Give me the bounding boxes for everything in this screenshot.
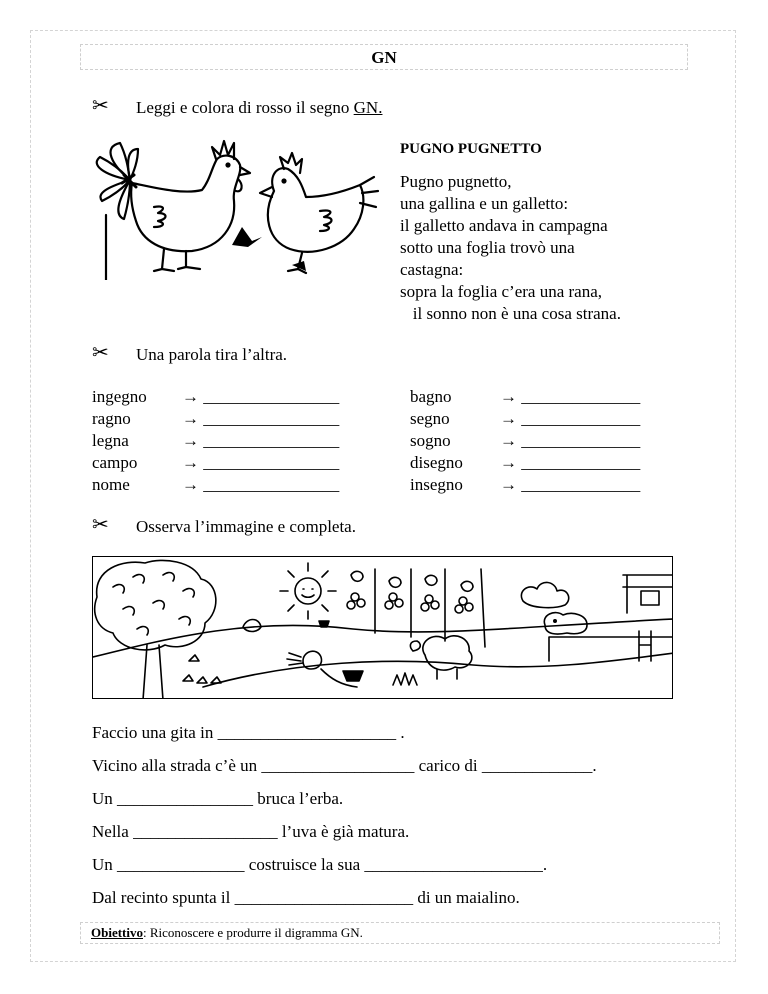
poem-line: il galletto andava in campagna <box>400 216 608 235</box>
answer-blank[interactable]: ______________ <box>521 475 641 494</box>
word-row <box>92 386 339 408</box>
word: sogno <box>410 431 451 450</box>
arrow-icon: → <box>182 409 199 428</box>
word-row <box>410 408 640 430</box>
completion-sentences <box>92 722 597 909</box>
sentence: Un ________________ bruca l’erba. <box>92 789 344 808</box>
word: insegno <box>410 475 463 494</box>
poem-body <box>400 171 621 325</box>
word-list-right <box>410 386 640 496</box>
arrow-icon: → <box>500 453 517 472</box>
word-row <box>410 430 640 452</box>
sentence: Nella _________________ l’uva è già matura. <box>92 822 410 841</box>
answer-blank[interactable]: ______________ <box>521 387 641 406</box>
poem-line: sotto una foglia trovò una <box>400 238 575 257</box>
countryside-illustration <box>92 556 673 699</box>
scissors-icon: ✂ <box>92 514 109 536</box>
answer-blank[interactable]: ________________ <box>203 409 340 428</box>
word: campo <box>92 453 138 472</box>
arrow-icon: → <box>182 475 199 494</box>
countryside-drawing <box>93 557 673 699</box>
word-row <box>92 408 339 430</box>
word-row <box>410 452 640 474</box>
word: bagno <box>410 387 452 406</box>
instruction-3: Osserva l’immagine e completa. <box>136 517 356 536</box>
sentence: Faccio una gita in _____________________ . <box>92 723 405 742</box>
instruction-1-underlined: GN. <box>353 98 383 117</box>
objective-label: Obiettivo <box>91 925 143 940</box>
sentence: Vicino alla strada c’è un __________________ carico di _____________. <box>92 756 597 775</box>
word: disegno <box>410 453 463 472</box>
arrow-icon: → <box>182 387 199 406</box>
arrow-icon: → <box>182 431 199 450</box>
scissors-icon: ✂ <box>92 342 109 364</box>
word: ingegno <box>92 387 147 406</box>
instruction-1-text: Leggi e colora di rosso il segno <box>136 98 354 117</box>
answer-blank[interactable]: ______________ <box>521 453 641 472</box>
arrow-icon: → <box>500 409 517 428</box>
word: nome <box>92 475 130 494</box>
scissors-icon: ✂ <box>92 95 109 117</box>
poem-line: castagna: <box>400 260 464 279</box>
answer-blank[interactable]: ________________ <box>203 475 340 494</box>
poem-line: il sonno non è una cosa strana. <box>400 304 621 323</box>
word-row <box>92 452 339 474</box>
poem-title: PUGNO PUGNETTO <box>400 141 542 157</box>
sentence: Un _______________ costruisce la sua _____________________. <box>92 855 548 874</box>
arrow-icon: → <box>500 475 517 494</box>
answer-blank[interactable]: ________________ <box>203 453 340 472</box>
answer-blank[interactable]: ________________ <box>203 431 340 450</box>
hens-illustration <box>92 135 392 280</box>
sentence: Dal recinto spunta il _____________________ di un maialino. <box>92 888 520 907</box>
answer-blank[interactable]: ______________ <box>521 409 641 428</box>
objective-text: : Riconoscere e produrre il digramma GN. <box>143 925 363 940</box>
arrow-icon: → <box>182 453 199 472</box>
word-row <box>410 386 640 408</box>
poem-line: una gallina e un galletto: <box>400 194 569 213</box>
poem-line: Pugno pugnetto, <box>400 172 512 191</box>
arrow-icon: → <box>500 431 517 450</box>
word: legna <box>92 431 129 450</box>
word: segno <box>410 409 450 428</box>
poem-line: sopra la foglia c’era una rana, <box>400 282 602 301</box>
answer-blank[interactable]: ______________ <box>521 431 641 450</box>
answer-blank[interactable]: ________________ <box>203 387 340 406</box>
footer <box>80 922 720 944</box>
objective <box>81 923 719 943</box>
word-list-left <box>92 386 339 496</box>
word-row <box>92 430 339 452</box>
word: ragno <box>92 409 131 428</box>
arrow-icon: → <box>500 387 517 406</box>
instruction-2: Una parola tira l’altra. <box>136 345 288 364</box>
word-row <box>410 474 640 496</box>
instruction-1 <box>136 97 382 119</box>
word-row <box>92 474 339 496</box>
page-title: GN <box>80 44 688 70</box>
